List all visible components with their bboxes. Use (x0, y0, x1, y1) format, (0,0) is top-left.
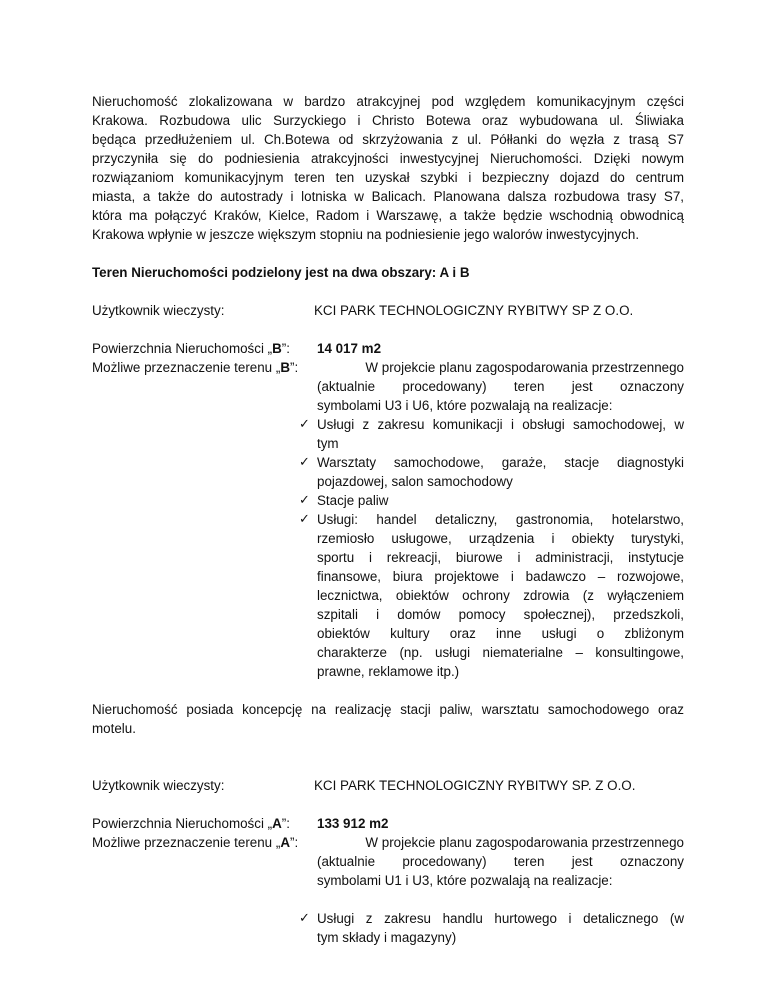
purpose-text-b (92, 377, 684, 415)
text-line: tym składy i magazyny) (317, 930, 457, 945)
text-line: symbolami U1 i U3, które pozwalają na realizacje: (317, 873, 613, 888)
user-label: Użytkownik wieczysty: (92, 778, 225, 793)
checkmark-icon: ✓ (299, 455, 310, 470)
area-row-b (92, 339, 684, 358)
list-item (299, 510, 684, 681)
list-item (299, 491, 684, 510)
text-line: Krakowa. Rozbudowa ulic Surzyckiego i Christo Botewa oraz wybudowana ul. Śliwiaka (92, 113, 684, 128)
list-item-text (317, 510, 684, 681)
text-line: obiektów kultury oraz inne usługi o zbliżonym (317, 626, 684, 641)
user-value: KCI PARK TECHNOLOGICZNY RYBITWY SP Z O.O. (314, 303, 634, 318)
checkmark-icon: ✓ (299, 417, 310, 432)
text-line: motelu. (92, 721, 136, 736)
text-line: będąca przedłużeniem ul. Ch.Botewa od skrzyżowania z ul. Półłanki do węzła z trasą S7 (92, 132, 684, 147)
document-page (92, 92, 684, 947)
text-line: Usługi z zakresu komunikacji i obsługi samochodowej, w (317, 417, 684, 432)
text-line: symbolami U3 i U6, które pozwalają na realizacje: (317, 398, 613, 413)
text-line: rozwiązaniom komunikacyjnym teren ten uzyskał szybki i bezpieczny dojazd do centrum (92, 170, 684, 185)
text-line: Krakowa wpłynie w jeszcze większym stopniu na podniesienie jego walorów inwestycyjnych. (92, 227, 640, 242)
area-label: Powierzchnia Nieruchomości „A”: (92, 816, 290, 831)
checkmark-icon: ✓ (299, 512, 310, 527)
purpose-first-line: W projekcie planu zagospodarowania przestrzennego (365, 360, 684, 375)
checkmark-icon: ✓ (299, 911, 310, 926)
checkmark-icon: ✓ (299, 493, 310, 508)
area-value: 14 017 m2 (317, 341, 382, 356)
list-item (299, 415, 684, 453)
text-line: sportu i rekreacji, biurowe i administracji, instytucje (317, 550, 684, 565)
list-item (299, 453, 684, 491)
text-line: prawne, reklamowe itp.) (317, 664, 460, 679)
purpose-label: Możliwe przeznaczenie terenu „B”: (92, 360, 299, 375)
checklist-a (92, 909, 684, 947)
checklist-b (92, 415, 684, 681)
text-line: rzemiosło usługowe, urządzenia i obiekty turystyki, (317, 531, 684, 546)
text-line: przyczyniła się do podniesienia atrakcyjności inwestycyjnej Nieruchomości. Dzięki nowym (92, 151, 684, 166)
text-line: pojazdowej, salon samochodowy (317, 474, 513, 489)
purpose-label: Możliwe przeznaczenie terenu „A”: (92, 835, 299, 850)
purpose-first-line: W projekcie planu zagospodarowania przestrzennego (365, 835, 684, 850)
text-line: Nieruchomość posiada koncepcję na realizację stacji paliw, warsztatu samochodowego oraz (92, 702, 684, 717)
area-row-a (92, 814, 684, 833)
section-heading: Teren Nieruchomości podzielony jest na dwa obszary: A i B (92, 265, 470, 280)
purpose-row-b (92, 358, 684, 377)
user-label: Użytkownik wieczysty: (92, 303, 225, 318)
text-line: charakterze (np. usługi niematerialne – konsultingowe, (317, 645, 684, 660)
purpose-text-a (92, 852, 684, 890)
user-row-a (92, 776, 684, 795)
text-line: Warsztaty samochodowe, garaże, stacje diagnostyki (317, 455, 684, 470)
area-label: Powierzchnia Nieruchomości „B”: (92, 341, 290, 356)
text-line: (aktualnie procedowany) teren jest oznaczony (317, 854, 684, 869)
text-line: (aktualnie procedowany) teren jest oznaczony (317, 379, 684, 394)
user-row-b (92, 301, 684, 320)
list-item-text (317, 909, 684, 947)
text-line: Usługi: handel detaliczny, gastronomia, hotelarstwo, (317, 512, 684, 527)
text-line: finansowe, biura projektowe i badawczo – rozwojowe, (317, 569, 684, 584)
area-value: 133 912 m2 (317, 816, 389, 831)
list-item-text (317, 453, 684, 491)
concept-paragraph (92, 700, 684, 738)
text-line: szpitali i domów pomocy społecznej), przedszkoli, (317, 607, 684, 622)
text-line: która ma połączyć Kraków, Kielce, Radom i Warszawę, a także będzie wschodnią obwodnicą (92, 208, 684, 223)
list-item (299, 909, 684, 947)
text-line: Nieruchomość zlokalizowana w bardzo atrakcyjnej pod względem komunikacyjnym części (92, 94, 684, 109)
text-line: Usługi z zakresu handlu hurtowego i detalicznego (w (317, 911, 684, 926)
list-item-text (317, 415, 684, 453)
purpose-row-a (92, 833, 684, 852)
intro-paragraph (92, 92, 684, 244)
list-item-text (317, 491, 684, 510)
text-line: Stacje paliw (317, 493, 389, 508)
text-line: miasta, a także do autostrady i lotniska w Balicach. Planowana dalsza rozbudowa trasy S7, (92, 189, 684, 204)
text-line: tym (317, 436, 339, 451)
user-value: KCI PARK TECHNOLOGICZNY RYBITWY SP. Z O.O. (314, 778, 636, 793)
text-line: lecznictwa, obiektów ochrony zdrowia (z wyłączeniem (317, 588, 684, 603)
